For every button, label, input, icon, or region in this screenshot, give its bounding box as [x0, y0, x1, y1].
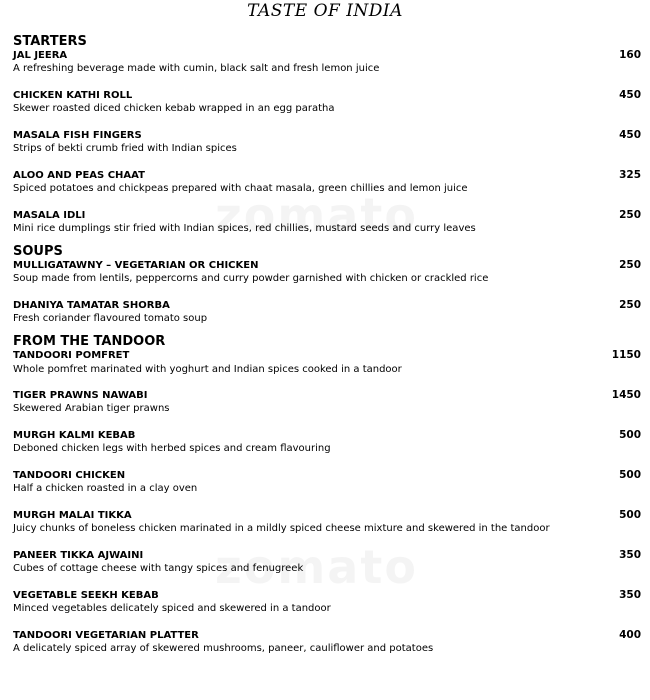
item-price: 250: [619, 208, 641, 221]
item-description: Skewer roasted diced chicken kebab wrapped in an egg paratha: [13, 103, 335, 115]
section-heading: FROM THE TANDOOR: [13, 334, 166, 350]
item-name: PANEER TIKKA AJWAINI: [13, 549, 144, 561]
menu-item: [13, 469, 641, 495]
section-heading: SOUPS: [13, 244, 63, 260]
item-price: 325: [619, 168, 641, 181]
menu-item: [13, 389, 641, 415]
item-price: 250: [619, 259, 641, 272]
item-description: Soup made from lentils, peppercorns and curry powder garnished with chicken or crackled rice: [13, 273, 489, 285]
item-description: Mini rice dumplings stir fried with Indian spices, red chillies, mustard seeds and curry leaves: [13, 222, 476, 234]
menu-item: [13, 429, 641, 455]
item-name: TIGER PRAWNS NAWABI: [13, 390, 148, 402]
item-price: 400: [619, 628, 641, 641]
menu-item: [13, 349, 641, 375]
menu-item: [13, 589, 641, 615]
item-description: Juicy chunks of boneless chicken marinated in a mildly spiced cheese mixture and skewered in the tandoor: [13, 523, 550, 535]
item-name: TANDOORI VEGETARIAN PLATTER: [13, 629, 199, 641]
item-description: A delicately spiced array of skewered mushrooms, paneer, cauliflower and potatoes: [13, 642, 434, 654]
item-price: 500: [619, 508, 641, 521]
item-price: 450: [619, 88, 641, 101]
menu-body: [13, 34, 641, 655]
item-name: DHANIYA TAMATAR SHORBA: [13, 299, 170, 311]
menu-item: [13, 49, 641, 75]
item-description: Whole pomfret marinated with yoghurt and Indian spices cooked in a tandoor: [13, 363, 402, 375]
menu-item: [13, 299, 641, 325]
menu-item: [13, 129, 641, 155]
item-name: TANDOORI POMFRET: [13, 350, 130, 362]
item-description: Cubes of cottage cheese with tangy spices and fenugreek: [13, 563, 304, 575]
page-title: TASTE OF INDIA: [247, 1, 403, 21]
item-description: Fresh coriander flavoured tomato soup: [13, 313, 208, 325]
item-price: 160: [619, 49, 641, 61]
item-name: MASALA IDLI: [13, 209, 86, 221]
menu-item: [13, 549, 641, 575]
item-price: 250: [619, 298, 641, 311]
item-name: JAL JEERA: [13, 50, 68, 61]
item-name: MURGH KALMI KEBAB: [13, 430, 136, 442]
item-description: Half a chicken roasted in a clay oven: [13, 483, 198, 495]
item-description: Skewered Arabian tiger prawns: [13, 403, 170, 415]
item-description: Spiced potatoes and chickpeas prepared with chaat masala, green chillies and lemon juice: [13, 182, 468, 194]
menu-section: [13, 334, 641, 655]
item-price: 1150: [611, 349, 641, 362]
menu-item: [13, 259, 641, 285]
menu-item: [13, 509, 641, 535]
item-description: Minced vegetables delicately spiced and skewered in a tandoor: [13, 602, 331, 614]
section-heading: STARTERS: [13, 34, 87, 49]
menu-item: [13, 89, 641, 115]
item-name: MULLIGATAWNY – VEGETARIAN OR CHICKEN: [13, 260, 259, 272]
item-name: VEGETABLE SEEKH KEBAB: [13, 589, 159, 601]
menu-item: [13, 169, 641, 195]
menu-section: [13, 244, 641, 325]
item-price: 1450: [611, 389, 641, 402]
menu-item: [13, 209, 641, 235]
item-name: CHICKEN KATHI ROLL: [13, 89, 133, 101]
item-name: MURGH MALAI TIKKA: [13, 509, 132, 521]
item-price: 500: [619, 429, 641, 442]
menu-item: [13, 629, 641, 655]
item-price: 450: [619, 128, 641, 141]
item-description: A refreshing beverage made with cumin, black salt and fresh lemon juice: [13, 63, 380, 75]
item-price: 500: [619, 469, 641, 482]
menu-section: [13, 34, 641, 235]
item-price: 350: [619, 588, 641, 601]
item-name: MASALA FISH FINGERS: [13, 129, 142, 141]
item-description: Strips of bekti crumb fried with Indian spices: [13, 143, 237, 155]
item-price: 350: [619, 548, 641, 561]
item-name: TANDOORI CHICKEN: [13, 470, 126, 482]
item-description: Deboned chicken legs with herbed spices and cream flavouring: [13, 443, 331, 455]
item-name: ALOO AND PEAS CHAAT: [13, 169, 145, 181]
